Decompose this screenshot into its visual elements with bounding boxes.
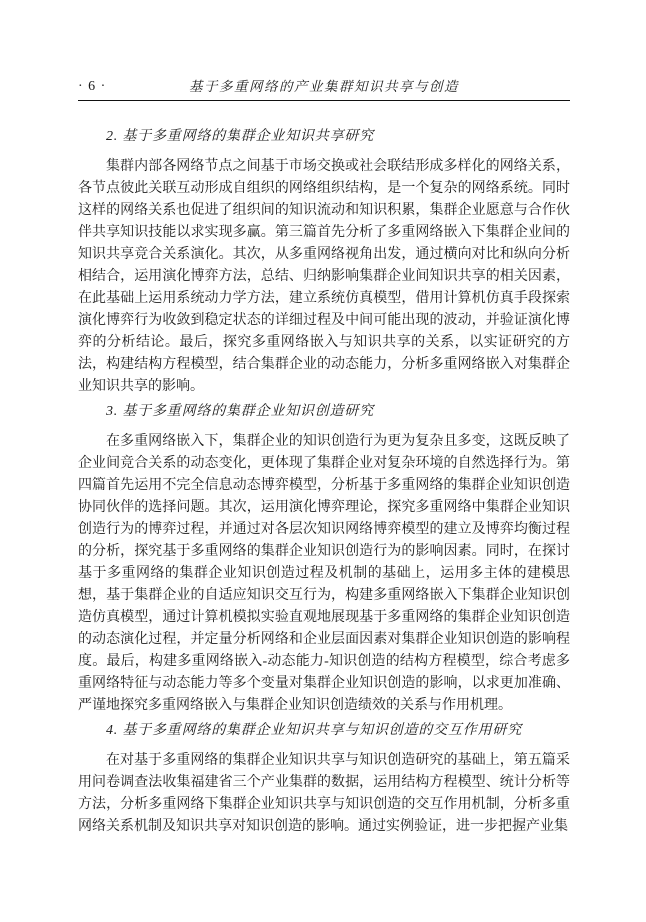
page-body: [78, 126, 570, 838]
section-4-paragraph: 在对基于多重网络的集群企业知识共享与知识创造研究的基础上，第五篇采用问卷调查法收集福建省三个产业集群的数据，运用结构方程模型、统计分析等方法，分析多重网络下集群企业知识共享与知识创造的交互作用机制，分析多重网络关系机制及知识共享对知识创造的影响。通过实例验证，进一步把握产业集: [78, 753, 570, 834]
section-heading-2: 2. 基于多重网络的集群企业知识共享研究: [106, 129, 374, 144]
page-number: · 6 ·: [78, 79, 107, 94]
running-title: 基于多重网络的产业集群知识共享与创造: [189, 79, 459, 94]
section-3-paragraph: 在多重网络嵌入下，集群企业的知识创造行为更为复杂且多变，这既反映了企业间竞合关系的动态变化，更体现了集群企业对复杂环境的自然选择行为。第四篇首先运用不完全信息动态博弈模型，分析基于多重网络的集群企业知识创造协同伙伴的选择问题。其次，运用演化博弈理论，探究多重网络中集群企业知识创造行为的博弈过程，并通过对各层次知识网络博弈模型的建立及博弈均衡过程的分析，探究基于多重网络的集群企业知识创造行为的影响因素。同时，在探讨基于多重网络的集群企业知识创造过程及机制的基础上，运用多主体的建模思想，基于集群企业的自适应知识交互行为，构建多重网络嵌入下集群企业知识创造仿真模型，通过计算机模拟实验直观地展现基于多重网络的集群企业知识创造的动态演化过程，并定量分析网络和企业层面因素对集群企业知识创造的影响程度。最后，构建多重网络嵌入-动态能力-知识创造的结构方程模型，综合考虑多重网络特征与动态能力等多个变量对集群企业知识创造的影响，以求更加准确、严谨地探究多重网络嵌入与集群企业知识创造绩效的关系与作用机理。: [78, 434, 570, 713]
section-2-paragraph: 集群内部各网络节点之间基于市场交换或社会联结形成多样化的网络关系，各节点彼此关联互动形成自组织的网络组织结构，是一个复杂的网络系统。同时这样的网络关系也促进了组织间的知识流动和知识积累，集群企业愿意与合作伙伴共享知识技能以求实现多赢。第三篇首先分析了多重网络嵌入下集群企业间的知识共享竞合关系演化。其次，从多重网络视角出发，通过横向对比和纵向分析相结合，运用演化博弈方法，总结、归纳影响集群企业间知识共享的相关因素，在此基础上运用系统动力学方法，建立系统仿真模型，借用计算机仿真手段探索演化博弈行为收敛到稳定状态的详细过程及中间可能出现的波动，并验证演化博弈的分析结论。最后，探究多重网络嵌入与知识共享的关系，以实证研究的方法，构建结构方程模型，结合集群企业的动态能力，分析多重网络嵌入对集群企业知识共享的影响。: [78, 159, 570, 394]
page-header: [78, 78, 570, 101]
section-heading-4: 4. 基于多重网络的集群企业知识共享与知识创造的交互作用研究: [106, 723, 522, 738]
section-heading-3: 3. 基于多重网络的集群企业知识创造研究: [106, 404, 374, 419]
